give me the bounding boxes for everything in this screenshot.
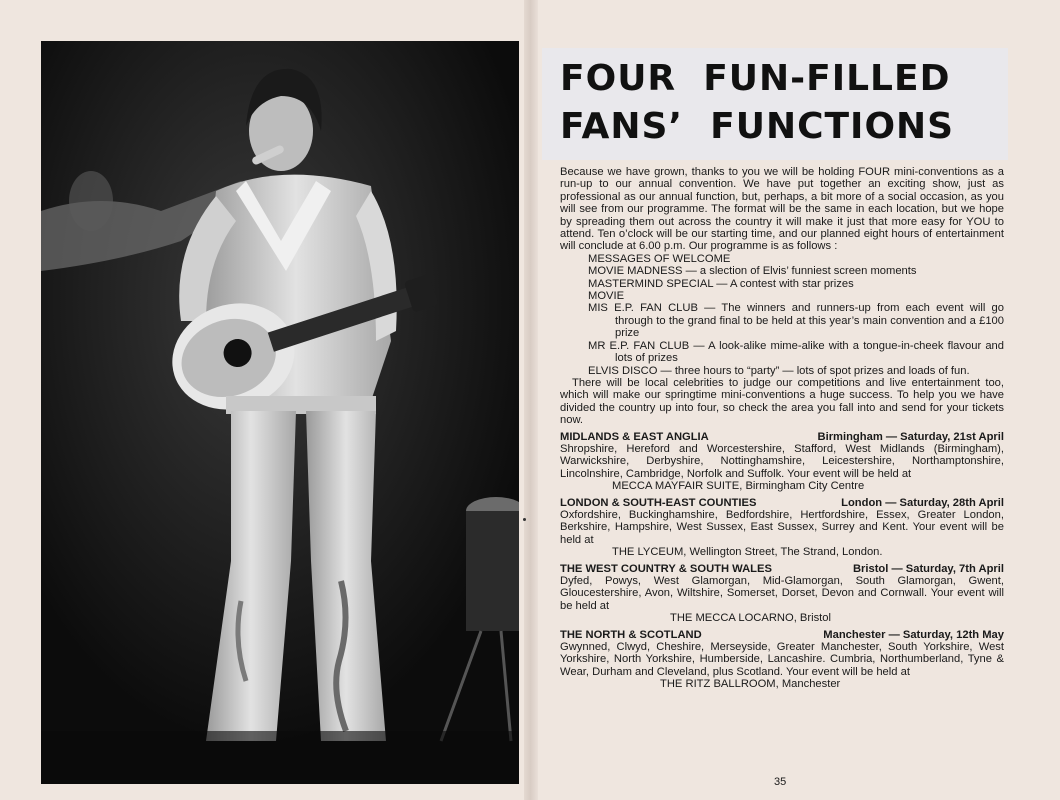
region-north xyxy=(560,629,1004,691)
region-venue: THE LYCEUM, Wellington Street, The Strand, London. xyxy=(612,546,883,559)
article-body xyxy=(560,166,1004,691)
performer-photo xyxy=(41,41,519,784)
headline-line-2: FANS’ FUNCTIONS xyxy=(560,106,955,147)
binding-mark xyxy=(523,518,526,521)
region-counties: Shropshire, Hereford and Worcestershire, Stafford, West Midlands (Birmingham), Warwickshire, Derbyshire, Nottinghamshire, Leicestershire, Northamptonshire, Lincolnshire, Cambridge, Norfolk and Suffolk. Your event will be held at xyxy=(560,442,1004,480)
region-venue: THE MECCA LOCARNO, Bristol xyxy=(670,612,831,625)
region-venue: MECCA MAYFAIR SUITE, Birmingham City Centre xyxy=(612,480,865,493)
region-midlands xyxy=(560,431,1004,493)
region-counties: Gwynned, Clwyd, Cheshire, Merseyside, Greater Manchester, South Yorkshire, West Yorkshire, North Yorkshire, Humberside, Lancashire. Cumbria, Northumberland, Tyne & Wear, Durham and Cleveland, plus Scotland. Your event will be held at xyxy=(560,641,1004,678)
programme-item: MIS E.P. FAN CLUB — The winners and runners-up from each event will go through to the grand final to be held at this year’s main convention and a £100 prize xyxy=(588,302,1004,340)
programme-item: MOVIE MADNESS — a slection of Elvis’ funniest screen moments xyxy=(588,265,917,278)
page-gutter xyxy=(524,0,538,800)
headline-box xyxy=(542,48,1008,160)
closing-paragraph: There will be local celebrities to judge our competitions and live entertainment too, which will make our springtime mini-conventions a huge success. To help you we have divided the country up into four, so check the area you fall into and send for your tickets now. xyxy=(560,376,1004,427)
region-date: London — Saturday, 28th April xyxy=(841,496,1004,509)
region-heading xyxy=(560,629,1004,641)
programme-item: MASTERMIND SPECIAL — A contest with star prizes xyxy=(588,277,854,290)
programme-item: ELVIS DISCO — three hours to “party” — lots of spot prizes and loads of fun. xyxy=(588,364,970,377)
region-london xyxy=(560,497,1004,559)
region-date: Birmingham — Saturday, 21st April xyxy=(817,430,1004,443)
region-counties: Dyfed, Powys, West Glamorgan, Mid-Glamorgan, South Glamorgan, Gwent, Gloucestershire, Avon, Wiltshire, Somerset, Dorset, Devon and Cornwall. Your event will be held at xyxy=(560,575,1004,612)
region-name: MIDLANDS & EAST ANGLIA xyxy=(560,430,709,443)
programme-item: MOVIE xyxy=(588,290,625,303)
programme-item: MESSAGES OF WELCOME xyxy=(588,252,731,265)
article-page xyxy=(542,48,1008,800)
region-date: Manchester — Saturday, 12th May xyxy=(823,628,1004,641)
region-name: LONDON & SOUTH-EAST COUNTIES xyxy=(560,496,757,509)
programme-item: MR E.P. FAN CLUB — A look-alike mime-alike with a tongue-in-cheek flavour and lots of prizes xyxy=(588,339,1004,365)
region-counties: Oxfordshire, Buckinghamshire, Bedfordshire, Hertfordshire, Essex, Greater London, Berkshire, Hampshire, West Sussex, East Sussex, Surrey and Kent. Your event will be held at xyxy=(560,508,1004,546)
region-west-country xyxy=(560,563,1004,625)
region-venue: THE RITZ BALLROOM, Manchester xyxy=(660,678,841,691)
region-name: THE NORTH & SCOTLAND xyxy=(560,628,702,641)
region-date: Bristol — Saturday, 7th April xyxy=(852,562,1004,575)
region-heading xyxy=(560,563,1004,575)
headline-line-1: FOUR FUN-FILLED xyxy=(560,58,951,99)
performer-photo-illustration xyxy=(41,41,519,784)
page-number: 35 xyxy=(774,776,787,788)
region-heading xyxy=(560,497,1004,509)
region-name: THE WEST COUNTRY & SOUTH WALES xyxy=(560,562,772,575)
region-heading xyxy=(560,431,1004,443)
programme-list xyxy=(560,253,1004,377)
intro-paragraph: Because we have grown, thanks to you we will be holding FOUR mini-conventions as a run-up to our annual convention. We have put together an exciting show, just as professional as our annual function, but, perhaps, a bit more of a social occasion, as you will see from our programme. The format will be the same in each location, but we hope by spreading them out across the country it will make it just that more easy for YOU to attend. Ten o’clock will be our starting time, and our planned eight hours of entertainment will conclude at 6.00 p.m. Our programme is as follows : xyxy=(560,166,1004,253)
